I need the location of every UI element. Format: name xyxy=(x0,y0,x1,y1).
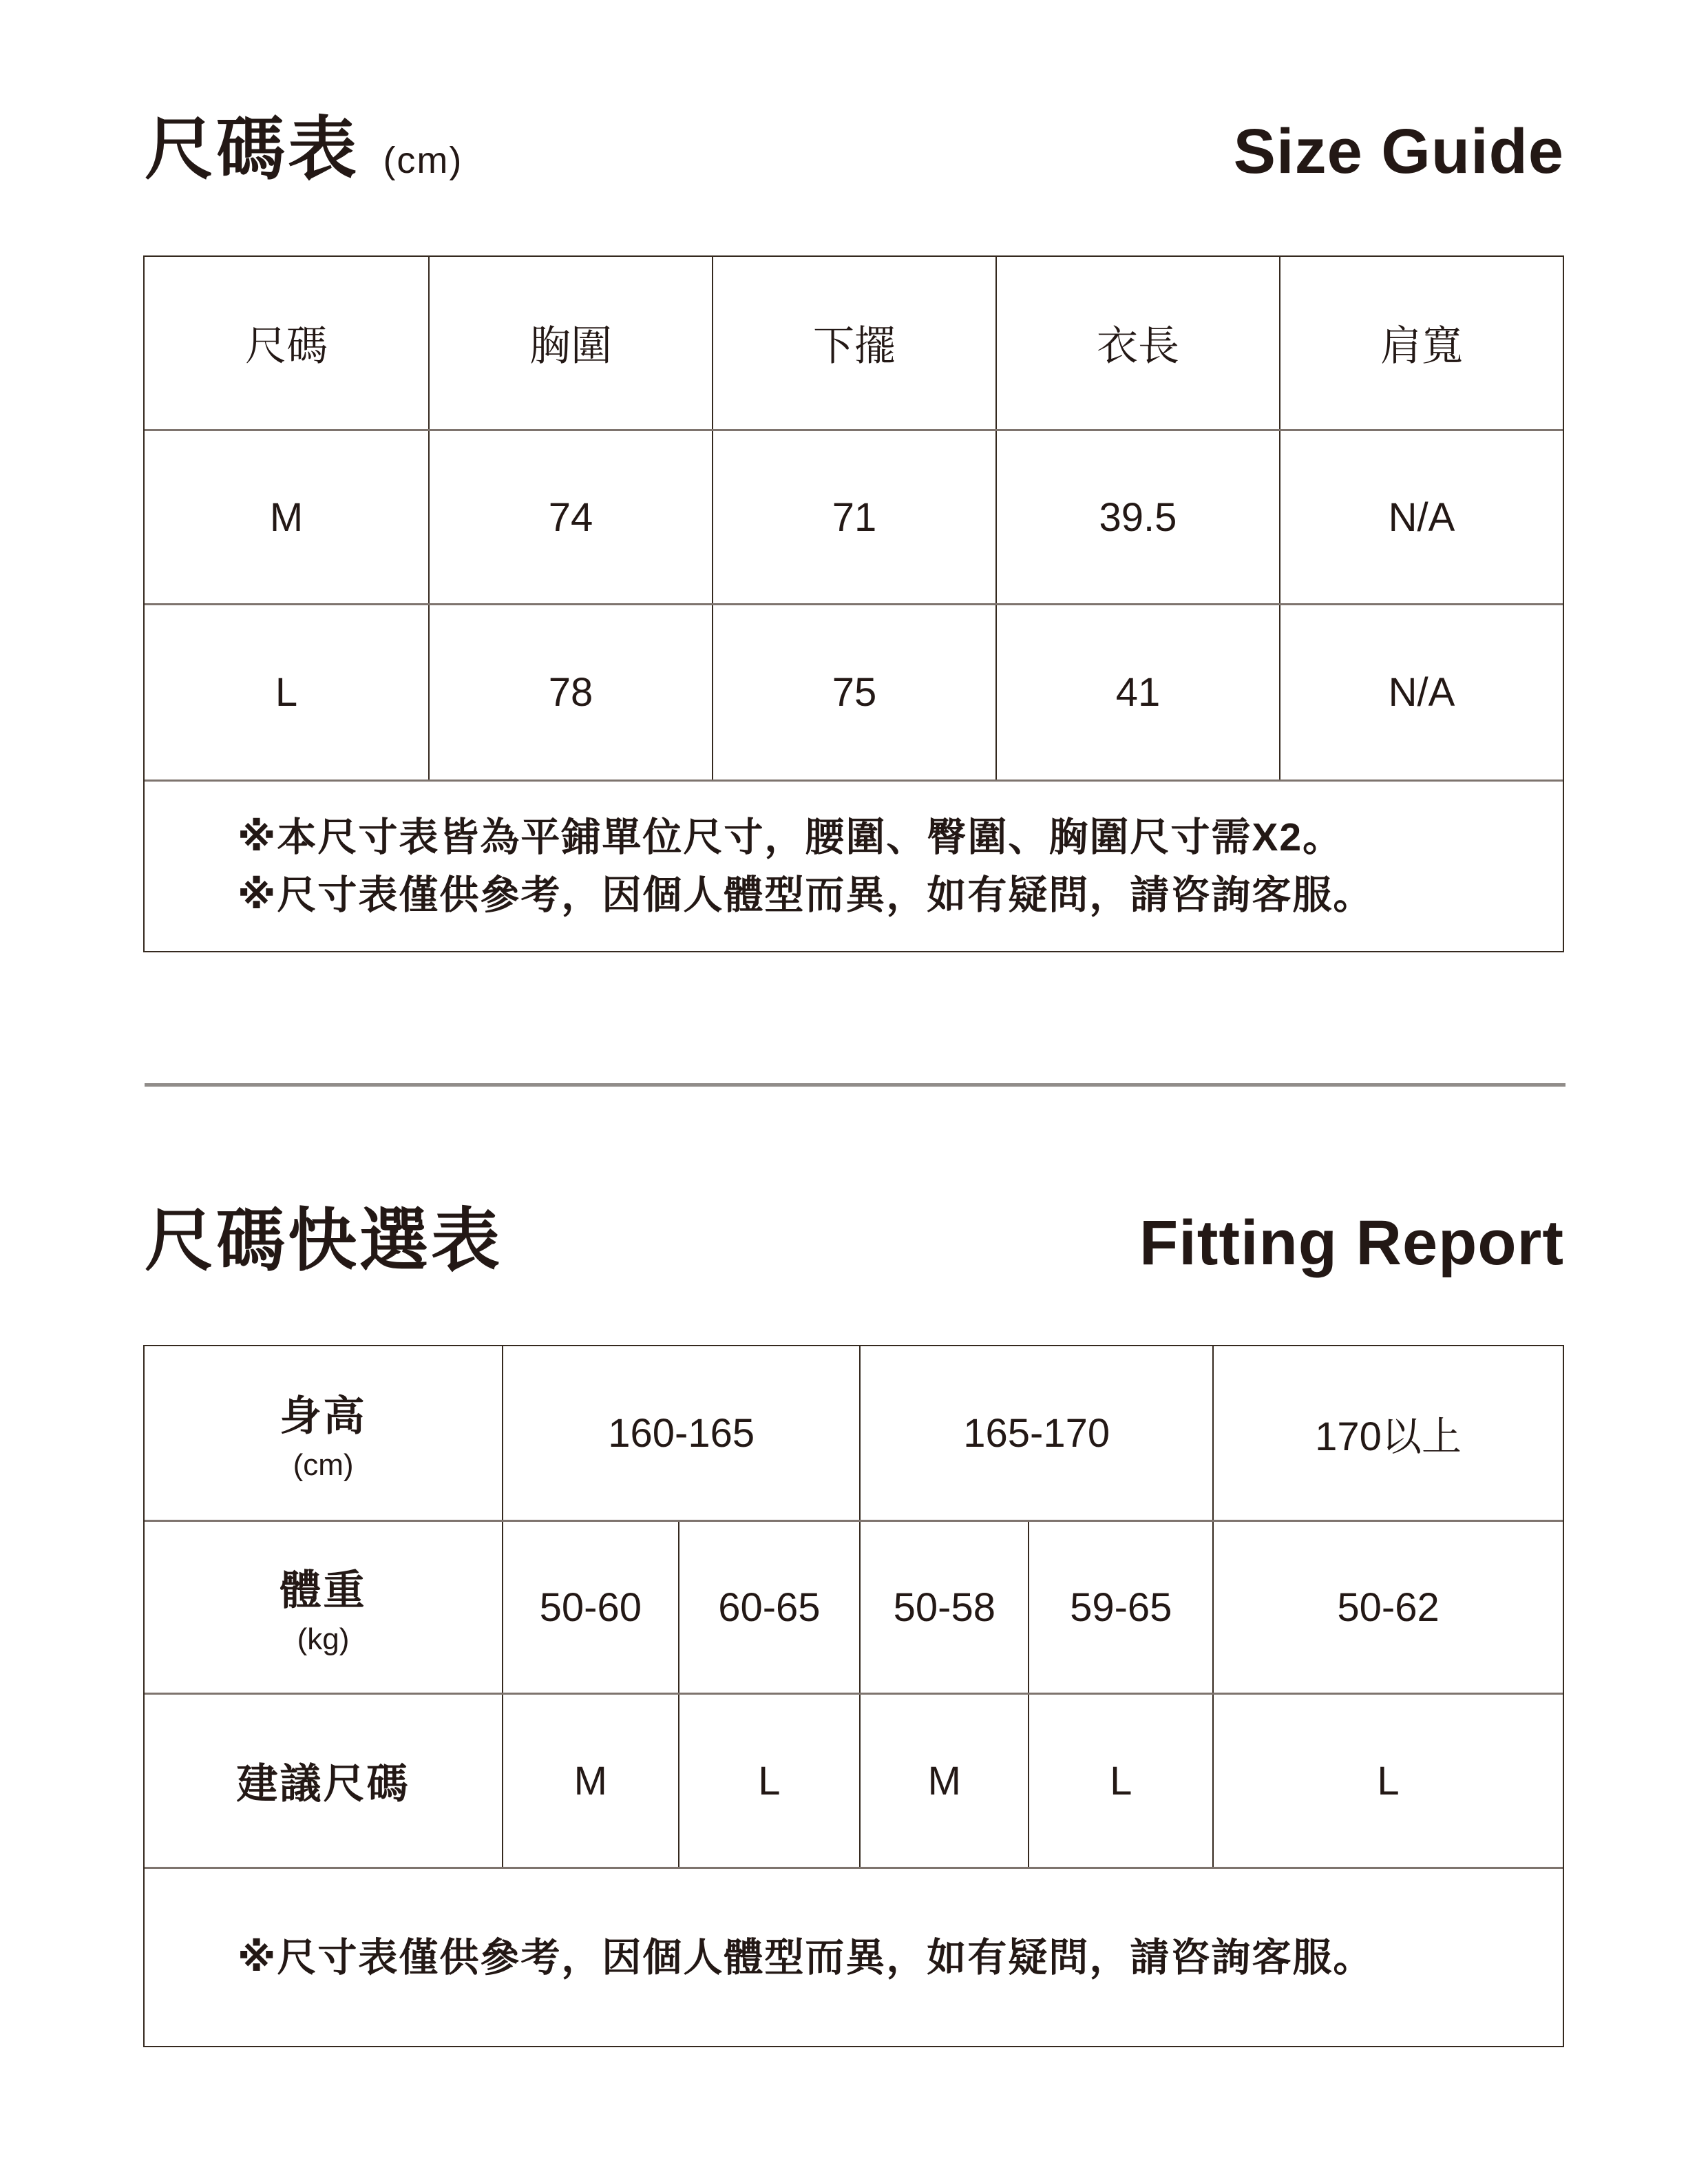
header-cell-hem: 下擺 xyxy=(712,257,995,429)
cell-size-m: M xyxy=(269,494,304,540)
size-table-row-l xyxy=(145,603,1563,780)
height-label: 身高 xyxy=(280,1393,367,1439)
cell-m-shoulder: N/A xyxy=(1279,431,1563,603)
title-left xyxy=(145,1202,503,1281)
height-range-cell: 165-170 xyxy=(859,1346,1212,1520)
section2-title-en: Fitting Report xyxy=(1139,1208,1564,1278)
weight-label-cell xyxy=(145,1522,502,1693)
weight-range-cell: 59-65 xyxy=(1028,1522,1212,1693)
height-label-cell xyxy=(145,1346,502,1520)
fitting-table-notes xyxy=(145,1869,1563,2046)
fitting-table-size-row xyxy=(145,1693,1563,1867)
suggested-size-label: 建議尺碼 xyxy=(236,1761,410,1807)
suggested-size-cell: L xyxy=(678,1695,860,1867)
note-text: ※尺寸表僅供參考，因個人體型而異，如有疑問，請咨詢客服。 xyxy=(238,1935,1374,1980)
section-divider xyxy=(145,1083,1565,1087)
suggested-size-cell: L xyxy=(1028,1695,1212,1867)
fitting-table-weight-row xyxy=(145,1520,1563,1693)
cell-m-chest: 74 xyxy=(428,431,712,603)
suggested-size-cell: M xyxy=(502,1695,677,1867)
weight-label: 體重 xyxy=(280,1567,367,1613)
size-table-notes xyxy=(145,782,1563,951)
suggested-size-cell: M xyxy=(859,1695,1028,1867)
header-cell-chest: 胸圍 xyxy=(428,257,712,429)
fitting-table xyxy=(143,1345,1564,2047)
suggested-size-cell: L xyxy=(1212,1695,1563,1867)
page-title-zh: 尺碼表 xyxy=(145,111,359,188)
cell-l-hem: 75 xyxy=(712,605,995,780)
height-range-cell: 160-165 xyxy=(502,1346,859,1520)
height-range-cell: 170以上 xyxy=(1212,1346,1563,1520)
height-unit: (cm) xyxy=(293,1448,354,1482)
fitting-report-title-row xyxy=(145,1202,1564,1281)
page-title-en: Size Guide xyxy=(1233,116,1564,187)
header-cell-size: 尺碼 xyxy=(245,323,328,369)
cell-l-length: 41 xyxy=(995,605,1279,780)
title-left xyxy=(145,110,463,189)
cell-m-hem: 71 xyxy=(712,431,995,603)
weight-range-cell: 50-58 xyxy=(859,1522,1028,1693)
weight-range-cell: 50-60 xyxy=(502,1522,677,1693)
fitting-table-height-row xyxy=(145,1346,1563,1520)
note-text: ※本尺寸表皆為平鋪單位尺寸，腰圍、臀圍、胸圍尺寸需X2。 xyxy=(238,815,1344,859)
page-title-unit: (cm) xyxy=(383,140,463,181)
size-guide-title-row xyxy=(145,110,1564,189)
cell-size-l: L xyxy=(275,670,298,715)
fitting-table-note-row xyxy=(145,1867,1563,2046)
note-text: ※尺寸表僅供參考，因個人體型而異，如有疑問，請咨詢客服。 xyxy=(238,873,1374,917)
cell-l-shoulder: N/A xyxy=(1279,605,1563,780)
size-table-note-row xyxy=(145,780,1563,951)
size-table xyxy=(143,255,1564,952)
section2-title-zh: 尺碼快選表 xyxy=(145,1202,503,1279)
header-cell-shoulder: 肩寬 xyxy=(1279,257,1563,429)
cell-m-length: 39.5 xyxy=(995,431,1279,603)
cell-l-chest: 78 xyxy=(428,605,712,780)
weight-range-cell: 50-62 xyxy=(1212,1522,1563,1693)
size-table-row-m xyxy=(145,429,1563,603)
suggested-size-label-cell xyxy=(145,1695,502,1867)
header-cell-length: 衣長 xyxy=(995,257,1279,429)
weight-range-cell: 60-65 xyxy=(678,1522,860,1693)
weight-unit: (kg) xyxy=(297,1622,350,1656)
size-table-header-row xyxy=(145,257,1563,429)
